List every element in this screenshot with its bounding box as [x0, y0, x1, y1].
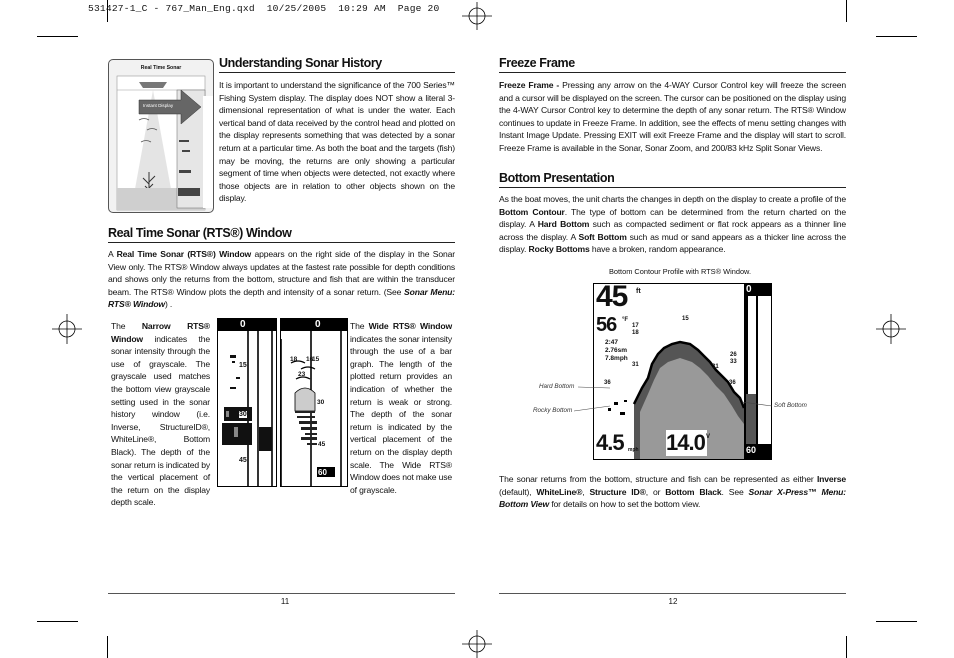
voltage-readout: 14.0 [666, 430, 705, 455]
wide-fish-depth-2: 23 [298, 371, 306, 378]
wide-scale-label-60: 60 [318, 468, 327, 477]
fish-depth-15: 15 [682, 316, 689, 322]
bottom-presentation-paragraph: As the boat moves, the unit charts the changes in depth on the display to create a profile of the Bottom Contour. The type of bottom can be determined from the return charted on the display. A Hard Bottom such as compacted sediment or flat rock appears as a thinner line across the display. A Soft Bottom such as mud or sand appears as a thicker line across the display. Rocky Bottoms have a broken, random appearance. [499, 194, 847, 255]
fish-depth-17: 17 [632, 323, 639, 329]
registration-mark-top [462, 2, 492, 30]
speed-unit: mph [628, 447, 639, 453]
figure-title: Real Time Sonar [140, 65, 182, 71]
callout-leader-lines [570, 380, 800, 430]
heading-bottom-presentation: Bottom Presentation [499, 171, 846, 188]
registration-mark-right [876, 314, 906, 344]
soft-bottom-label: Soft Bottom [774, 402, 807, 409]
heading-freeze-frame: Freeze Frame [499, 56, 846, 73]
fish-depth-31b: 31 [712, 364, 719, 370]
footer-rule-left [108, 593, 455, 594]
wide-fish-depth-3: 16 [306, 356, 314, 363]
rocky-bottom-label: Rocky Bottom [533, 407, 573, 414]
voltage-unit: V [706, 434, 711, 440]
narrow-scale-label-0: 0 [240, 319, 246, 330]
wide-fish-depth-1: 18 [290, 356, 298, 363]
footer-rule-right [499, 593, 846, 594]
heading-rts-window: Real Time Sonar (RTS®) Window [108, 226, 455, 243]
fish-depth-26: 26 [730, 352, 737, 358]
heading-understanding-sonar-history: Understanding Sonar History [219, 56, 455, 73]
page-number-left: 11 [280, 597, 290, 606]
temperature-unit: °F [622, 317, 629, 323]
hard-bottom-label: Hard Bottom [539, 383, 575, 390]
scale-bottom: 60 [746, 445, 757, 455]
temperature-readout: 56 [596, 314, 617, 336]
wide-rts-paragraph: The Wide RTS® Window indicates the sonar intensity through the use of a bar graph. The length of the plotted return provides an indication of whether the return is weak or strong. The depth of the sonar return is indicated by the vertical placement of the return on the display depth scale. The Wide RTS® Window does not make use of grayscale. [350, 321, 452, 495]
fish-depth-18: 18 [632, 330, 639, 336]
wide-rts-window-figure [280, 318, 348, 487]
freeze-frame-paragraph: Freeze Frame - Pressing any arrow on the 4-WAY Cursor Control key will freeze the screen and a cursor will be displayed on the screen. The cursor can be positioned on the display using the 4-WAY Cursor Control key to determine the depth of any sonar return. The RTS® Window continues to update in Freeze Frame. In addition, see the effects of menu setting changes with Instant Image Update. Pressing EXIT will exit Freeze Frame and the display will start to scroll. Freeze Frame is available in the Sonar, Sonar Zoom, and 200/83 kHz Split Sonar Views. [499, 80, 846, 153]
instant-display-label: Instant Display [143, 103, 174, 108]
registration-mark-left [52, 314, 82, 344]
real-time-sonar-figure [108, 59, 214, 213]
distance-readout: 2.76sm [605, 347, 628, 354]
bottom-contour-display [593, 283, 772, 460]
narrow-scale-label-30: 30 [239, 411, 247, 418]
fish-depth-36b: 36 [729, 380, 736, 386]
file-slug: 531427-1_C - 767_Man_Eng.qxd 10/25/2005 10:29 AM Page 20 [88, 3, 440, 14]
speed-readout: 4.5 [596, 430, 624, 455]
figure-caption: Bottom Contour Profile with RTS® Window. [608, 267, 752, 276]
narrow-scale-label-15: 15 [239, 362, 247, 369]
wide-scale-label-0: 0 [315, 319, 321, 330]
sonar-history-paragraph: It is important to understand the significance of the 700 Series™ Fishing System display. The display does NOT show a literal 3-dimensional representation of what is under the water. Each vertical band of data received by the control head and plotted on the display represents something that was detected by a sonar return at a particular time. As both the boat and the targets (fish) may be moving, the returns are only showing a particular segment of time when objects were detected, not exactly where those objects are in relation to other objects shown on the display. [219, 80, 455, 204]
wide-scale-label-45: 45 [318, 441, 326, 448]
fish-depth-36a: 36 [604, 380, 611, 386]
wide-scale-label-15: 15 [312, 356, 320, 363]
narrow-rts-window-figure [217, 318, 277, 487]
narrow-scale-label-45: 45 [239, 457, 247, 464]
rts-paragraph: A Real Time Sonar (RTS®) Window appears on the right side of the display in the Sonar View only. The RTS® Window always updates at the fastest rate possible for depth conditions and shows only the returns from the bottom, structure and fish that are within the transducer beam. The RTS® Window plots the depth and intensity of a sonar return. (See Sonar Menu: RTS® Window) . [108, 249, 455, 310]
page-number-right: 12 [668, 597, 678, 606]
depth-readout: 45 [596, 283, 628, 313]
bottom-view-paragraph: The sonar returns from the bottom, structure and fish can be represented as either Inverse (default), WhiteLine®, Structure ID®, or Bottom Black. See Sonar X-Press™ Menu: Bottom View for details on how to set the bottom view. [499, 474, 846, 510]
speed-small-readout: 7.8mph [605, 355, 628, 362]
depth-unit: ft [636, 288, 641, 295]
fish-depth-31a: 31 [632, 362, 639, 368]
time-readout: 2:47 [605, 339, 619, 346]
scale-top: 0 [746, 284, 752, 295]
narrow-rts-paragraph: The Narrow RTS® Window indicates the sonar intensity through the use of grayscale. The grayscale used matches the bottom view grayscale setting used in the sonar history window (i.e. Inverse, StructureID®, WhiteLine®, Bottom Black). The depth of the sonar return is indicated by the vertical placement of the return on the display depth scale. [111, 321, 210, 508]
fish-depth-33: 33 [730, 359, 737, 365]
wide-scale-label-30: 30 [317, 399, 325, 406]
registration-mark-bottom [462, 628, 492, 658]
